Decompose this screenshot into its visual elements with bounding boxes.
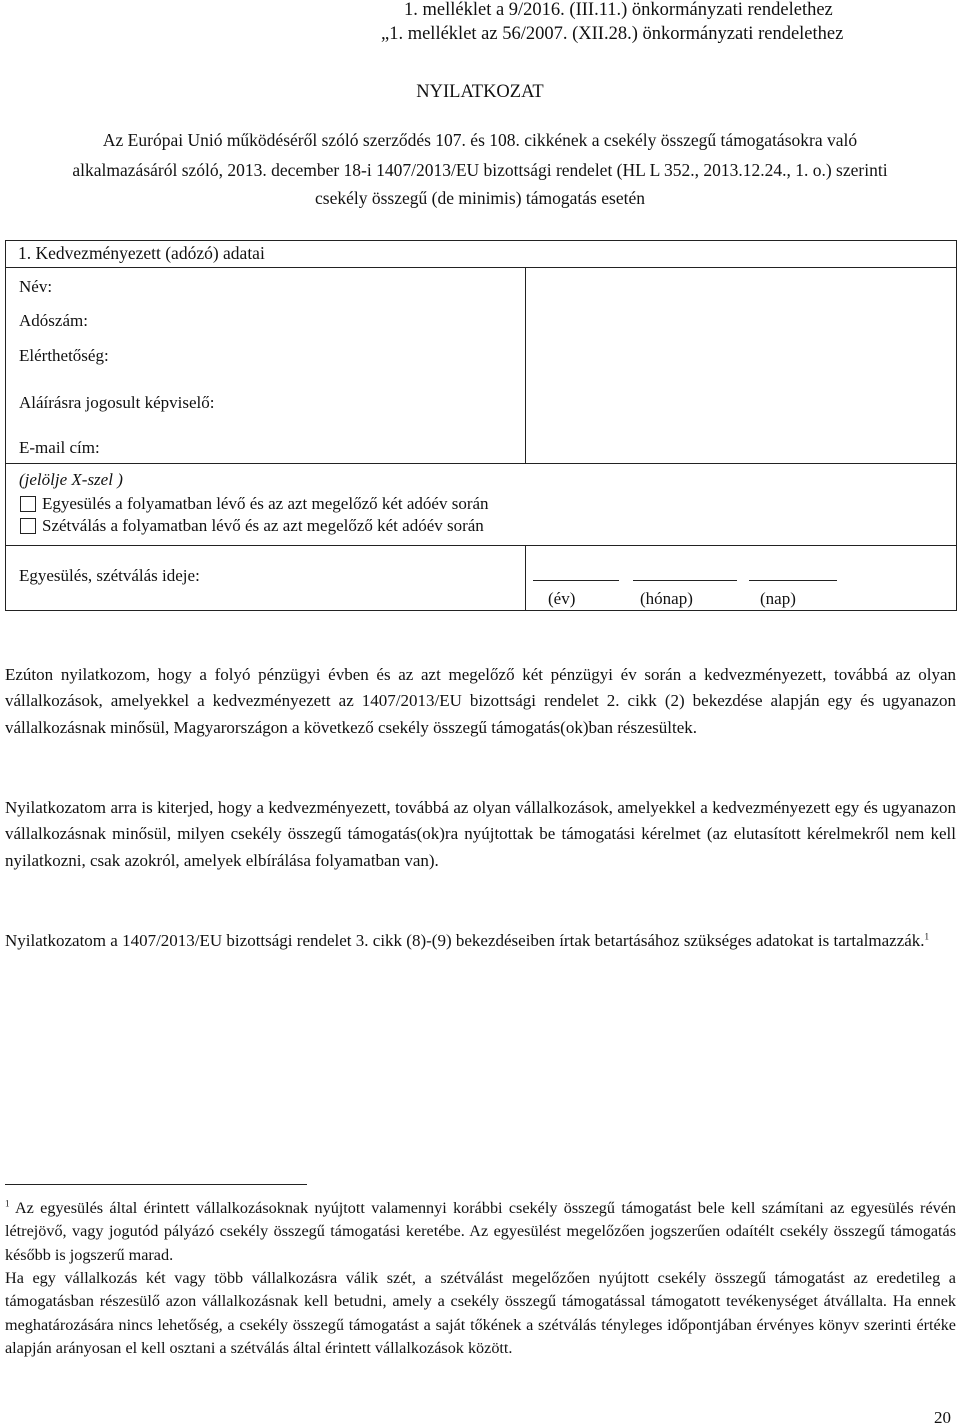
demerger-checkbox-label: Szétválás a folyamatban lévő és az azt megelőző két adóév során [42,516,484,535]
name-field[interactable] [527,269,955,299]
representative-label: Aláírásra jogosult képviselő: [19,393,215,412]
footnote-paragraph-1 [5,1197,956,1267]
merger-checkbox[interactable] [20,496,36,512]
page-number: 20 [934,1408,951,1427]
document-title: NYILATKOZAT [416,82,544,102]
row-divider [5,545,957,546]
declaration-paragraph-1: Ezúton nyilatkozom, hogy a folyó pénzügyi évben és az azt megelőző két pénzügyi év során a kedvezményezett, továbbá az olyan vállalkozások, amelyekkel a kedvezményezett az 1407/2013/EU bizottsági rendelet 2. cikk (2) bekezdése alapján egy és ugyanazon vállalkozásnak minősül, Magyarországon a következő csekély összegű támogatás(ok)ban részesültek. [5,665,956,737]
intro-line-1: Az Európai Unió működéséről szóló szerződés 107. és 108. cikkének a csekély összegű támogatásokra való [102,130,858,150]
footnote-paragraph-2: Ha egy vállalkozás két vagy több vállalkozásra válik szét, a szétválást megelőzően nyújtott csekély összegű támogatást az eredetileg a támogatásban részesülő azon vállalkozásnak kell betudni, amely a csekély összegű támogatással támogatott tevékenységet átvállalta. Ha ennek meghatározására nincs lehetőség, a csekély összegű támogatást a saját tőkének a szétválás tényleges időpontjában érvényes könyv szerinti értéke alapján arányosan el kell osztani a szétválás által érintett vállalkozások között. [5,1269,956,1357]
contact-field[interactable] [527,338,955,378]
day-blank[interactable] [749,580,837,581]
demerger-checkbox[interactable] [20,518,36,534]
tax-number-label: Adószám: [19,311,88,330]
email-label: E-mail cím: [19,438,100,457]
section-divider [5,267,957,268]
column-divider [525,546,526,610]
contact-label: Elérthetőség: [19,346,109,365]
declaration-paragraph-3-text: Nyilatkozatom a 1407/2013/EU bizottsági rendelet 3. cikk (8)-(9) bekezdéseiben írtak betartásához szükséges adatokat is tartalmazzák. [5,931,925,950]
name-label: Név: [19,277,53,296]
year-caption: (év) [548,589,576,608]
email-field[interactable] [527,428,955,462]
annex-reference-line-2: „1. melléklet az 56/2007. (XII.28.) önkormányzati rendelethez [381,24,844,44]
intro-line-3: csekély összegű (de minimis) támogatás esetén [315,188,645,208]
merger-checkbox-label: Egyesülés a folyamatban lévő és az azt megelőző két adóév során [42,494,489,513]
day-caption: (nap) [760,589,796,608]
footnote-reference[interactable]: 1 [924,931,930,942]
month-caption: (hónap) [640,589,693,608]
footnote-separator [5,1184,307,1185]
year-blank[interactable] [533,580,619,581]
intro-line-2: alkalmazásáról szóló, 2013. december 18-i 1407/2013/EU bizottsági rendelet (HL L 352., 2013.12.24., 1. o.) szerinti [72,160,888,180]
annex-reference-line-1: 1. melléklet a 9/2016. (III.11.) önkormányzati rendelethez [404,0,833,20]
date-label: Egyesülés, szétválás ideje: [19,566,200,585]
footnote-number: 1 [5,1198,10,1209]
column-divider [525,268,526,463]
declaration-paragraph-2: Nyilatkozatom arra is kiterjed, hogy a kedvezményezett, továbbá az olyan vállalkozások, amelyekkel a kedvezményezett egy és ugyanazon vállalkozásnak minősül, milyen csekély összegű támogatás(ok)ra nyújtottak be támogatási kérelmet (az elutasított kérelmekről nem kell nyilatkozni, csak azokról, amelyek elbírálása folyamatban van). [5,798,956,870]
tax-number-field[interactable] [527,303,955,333]
declaration-paragraph-3 [5,928,956,954]
section-title: 1. Kedvezményezett (adózó) adatai [18,243,265,263]
checkbox-hint: (jelölje X-szel ) [19,470,123,489]
footnote-paragraph-1-text: Az egyesülés által érintett vállalkozásoknak nyújtott valamennyi korábbi csekély összegű támogatást bele kell számítani az egyesülés révén létrejövő, vagy jogutód pályázó csekély összegű támogatási keretébe. Az egyesülést megelőzően jogszerűen odaítélt csekély összegű támogatás később is jogszerű marad. [5,1199,957,1264]
month-blank[interactable] [633,580,737,581]
representative-field[interactable] [527,380,955,425]
row-divider [5,463,957,464]
